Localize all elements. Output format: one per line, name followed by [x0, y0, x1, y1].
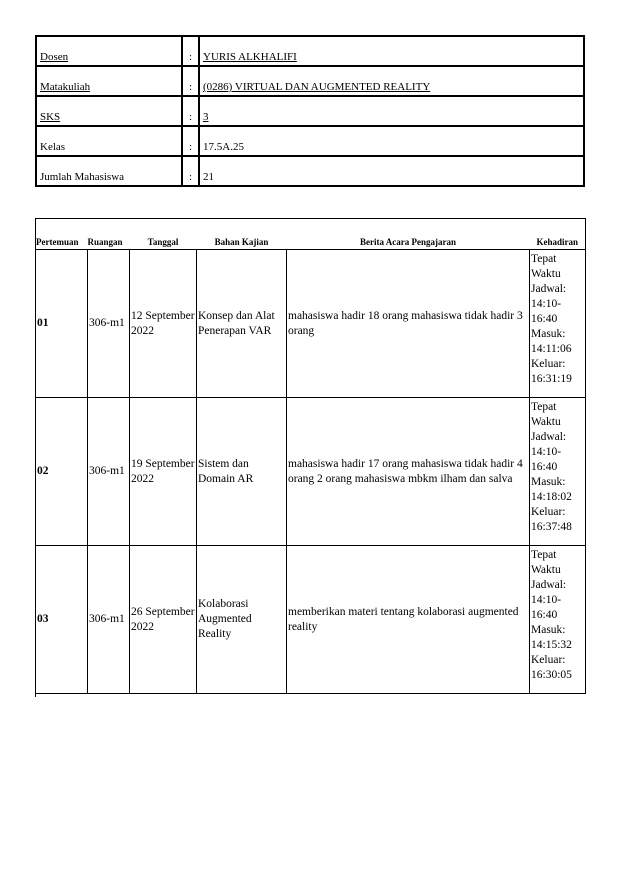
- table-header-row: [36, 219, 586, 250]
- cell-kehadiran: Tepat Waktu Jadwal: 14:10-16:40 Masuk: 14:18:02 Keluar: 16:37:48: [530, 398, 586, 546]
- cell-ruangan: 306-m1: [88, 398, 130, 546]
- cell-berita-acara: mahasiswa hadir 18 orang mahasiswa tidak hadir 3 orang: [287, 250, 530, 398]
- info-row-jumlah-mahasiswa: [36, 156, 584, 186]
- cell-bahan-kajian: Sistem dan Domain AR: [197, 398, 287, 546]
- info-label: Kelas: [36, 126, 182, 156]
- cell-pertemuan: 03: [36, 546, 88, 694]
- info-value: 3: [199, 96, 584, 126]
- info-value: 17.5A.25: [199, 126, 584, 156]
- info-label: SKS: [36, 96, 182, 126]
- info-separator: :: [182, 126, 199, 156]
- continuation-edge: [36, 694, 586, 698]
- info-value: (0286) VIRTUAL DAN AUGMENTED REALITY: [199, 66, 584, 96]
- cell-bahan-kajian: Konsep dan Alat Penerapan VAR: [197, 250, 287, 398]
- info-row-kelas: [36, 126, 584, 156]
- info-row-sks: [36, 96, 584, 126]
- info-value: 21: [199, 156, 584, 186]
- header-berita-acara: Berita Acara Pengajaran: [287, 219, 530, 250]
- cell-pertemuan: 01: [36, 250, 88, 398]
- header-ruangan: Ruangan: [88, 219, 130, 250]
- info-separator: :: [182, 66, 199, 96]
- header-pertemuan: Pertemuan: [36, 219, 88, 250]
- info-label: Matakuliah: [36, 66, 182, 96]
- table-row: [36, 398, 586, 546]
- table-row: [36, 546, 586, 694]
- cell-tanggal: 12 September 2022: [130, 250, 197, 398]
- course-info-table: [35, 35, 585, 187]
- cell-berita-acara: memberikan materi tentang kolaborasi augmented reality: [287, 546, 530, 694]
- cell-berita-acara: mahasiswa hadir 17 orang mahasiswa tidak hadir 4 orang 2 orang mahasiswa mbkm ilham dan salva: [287, 398, 530, 546]
- header-tanggal: Tanggal: [130, 219, 197, 250]
- cell-ruangan: 306-m1: [88, 546, 130, 694]
- table-continuation: [36, 694, 586, 698]
- info-label: Jumlah Mahasiswa: [36, 156, 182, 186]
- info-label: Dosen: [36, 36, 182, 66]
- cell-tanggal: 19 September 2022: [130, 398, 197, 546]
- header-kehadiran: Kehadiran: [530, 219, 586, 250]
- info-separator: :: [182, 96, 199, 126]
- table-row: [36, 250, 586, 398]
- cell-bahan-kajian: Kolaborasi Augmented Reality: [197, 546, 287, 694]
- info-value: YURIS ALKHALIFI: [199, 36, 584, 66]
- info-separator: :: [182, 36, 199, 66]
- cell-tanggal: 26 September 2022: [130, 546, 197, 694]
- cell-kehadiran: Tepat Waktu Jadwal: 14:10-16:40 Masuk: 14:11:06 Keluar: 16:31:19: [530, 250, 586, 398]
- cell-ruangan: 306-m1: [88, 250, 130, 398]
- header-bahan-kajian: Bahan Kajian: [197, 219, 287, 250]
- attendance-table: [35, 218, 586, 697]
- info-row-matakuliah: [36, 66, 584, 96]
- info-row-dosen: [36, 36, 584, 66]
- info-separator: :: [182, 156, 199, 186]
- cell-pertemuan: 02: [36, 398, 88, 546]
- cell-kehadiran: Tepat Waktu Jadwal: 14:10-16:40 Masuk: 14:15:32 Keluar: 16:30:05: [530, 546, 586, 694]
